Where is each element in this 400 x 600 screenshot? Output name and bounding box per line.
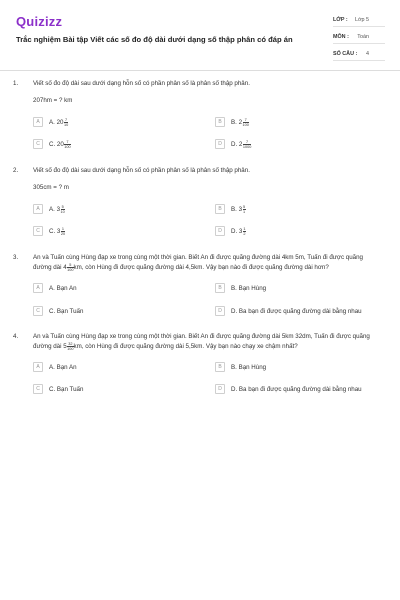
question-text: An và Tuấn cùng Hùng đạp xe trong cùng một thời gian. Biết An đi được quãng đường dài 4km 5m, Tuấn đi được quãng đường dài 4 $\frac{5}{100}$ km, còn Hùng đi được quãng đường dài 4,5km. Vậy bạn nào đi được quãng đường dài hơn?: [33, 254, 363, 272]
question-number: 3.: [13, 254, 19, 261]
question-number: 1.: [13, 80, 19, 87]
option-letter: D: [215, 384, 225, 394]
option-d[interactable]: [215, 306, 362, 316]
option-letter: C: [33, 384, 43, 394]
option-c[interactable]: [33, 306, 83, 316]
option-d[interactable]: [215, 139, 251, 149]
meta-subject-value: Toán: [357, 34, 369, 40]
option-label: C. 3 $\frac{1}{20}$: [49, 226, 66, 236]
option-letter: B: [215, 362, 225, 372]
option-b[interactable]: [215, 362, 266, 372]
option-label: A. 20 $\frac{7}{10}$: [49, 117, 69, 127]
meta-count-value: 4: [366, 51, 369, 57]
option-label: C. 20 $\frac{7}{100}$: [49, 139, 71, 149]
option-letter: D: [215, 139, 225, 149]
option-label: A. 3 $\frac{5}{10}$: [49, 204, 65, 214]
question-subtext: 305cm = ? m: [33, 184, 69, 191]
quizizz-logo: Quizizz: [16, 14, 63, 29]
question-text: An và Tuấn cùng Hùng đạp xe trong cùng một thời gian. Biết An đi được quãng đường dài 5km 32dm, Tuấn đi được quãng đường dài 5 $\frac{32}{100}$ km, còn Hùng đi được quãng đường dài 5,5km. Vậy bạn nào chạy xe chậm nhất?: [33, 333, 370, 351]
option-label: D. Ba bạn đi được quãng đường dài bằng nhau: [231, 385, 362, 393]
question-number: 2.: [13, 167, 19, 174]
option-letter: D: [215, 306, 225, 316]
option-a[interactable]: [33, 362, 77, 372]
option-label: C. Bạn Tuấn: [49, 385, 84, 393]
fraction: $\frac{7}{10}$: [63, 117, 69, 127]
option-letter: C: [33, 226, 43, 236]
question-subtext: 207hm = ? km: [33, 97, 73, 104]
option-label: B. 2 $\frac{7}{100}$: [231, 117, 249, 127]
option-b[interactable]: [215, 204, 246, 214]
fraction: $\frac{1}{20}$: [60, 226, 66, 236]
option-label: B. Bạn Hùng: [231, 284, 267, 292]
meta-count-label: SỐ CÂU :: [333, 51, 358, 57]
option-letter: B: [215, 117, 225, 127]
option-b[interactable]: [215, 283, 266, 293]
option-letter: C: [33, 139, 43, 149]
option-label: D. Ba bạn đi được quãng đường dài bằng nhau: [231, 307, 362, 315]
fraction: $\frac{5}{100}$: [67, 262, 74, 272]
meta-box: [333, 14, 385, 65]
option-d[interactable]: [215, 226, 246, 236]
fraction: $\frac{7}{100}$: [64, 139, 71, 149]
option-label: D. 3 $\frac{1}{2}$: [231, 226, 246, 236]
meta-grade-label: LỚP :: [333, 17, 348, 23]
question-text: Viết số đo độ dài sau dưới dạng hỗn số có phần phân số là phân số thập phân.: [33, 167, 250, 174]
page-title: Trắc nghiệm Bài tập Viết các số đo độ dài dưới dạng số thập phân có đáp án: [16, 35, 293, 44]
question-number: 4.: [13, 333, 19, 340]
option-letter: B: [215, 283, 225, 293]
meta-subject-label: MÔN :: [333, 34, 349, 40]
option-d[interactable]: [215, 384, 362, 394]
fraction: $\frac{32}{100}$: [67, 341, 74, 351]
fraction: $\frac{5}{10}$: [60, 204, 65, 214]
meta-subject: [333, 31, 385, 44]
meta-grade: [333, 14, 385, 27]
option-label: C. Bạn Tuấn: [49, 307, 84, 315]
option-a[interactable]: [33, 283, 77, 293]
fraction: $\frac{1}{2}$: [243, 226, 246, 236]
fraction: $\frac{5}{1}$: [243, 204, 246, 214]
fraction: $\frac{7}{1000}$: [242, 139, 252, 149]
fraction: $\frac{7}{100}$: [242, 117, 249, 127]
option-letter: D: [215, 226, 225, 236]
header-divider: [0, 70, 400, 71]
option-a[interactable]: [33, 117, 68, 127]
option-letter: C: [33, 306, 43, 316]
option-label: A. Bạn An: [49, 363, 77, 371]
option-label: A. Bạn An: [49, 284, 77, 292]
option-label: D. 2 $\frac{7}{1000}$: [231, 139, 252, 149]
question-text: Viết số đo độ dài sau dưới dạng hỗn số có phần phân số là phân số thập phân.: [33, 80, 250, 87]
option-c[interactable]: [33, 226, 65, 236]
option-letter: A: [33, 204, 43, 214]
option-letter: A: [33, 362, 43, 372]
option-letter: A: [33, 283, 43, 293]
option-label: B. 3 $\frac{5}{1}$: [231, 204, 246, 214]
meta-grade-value: Lớp 5: [354, 17, 369, 23]
option-c[interactable]: [33, 384, 83, 394]
meta-count: [333, 48, 385, 61]
option-b[interactable]: [215, 117, 249, 127]
option-c[interactable]: [33, 139, 71, 149]
option-a[interactable]: [33, 204, 65, 214]
option-letter: A: [33, 117, 43, 127]
option-label: B. Bạn Hùng: [231, 363, 267, 371]
option-letter: B: [215, 204, 225, 214]
